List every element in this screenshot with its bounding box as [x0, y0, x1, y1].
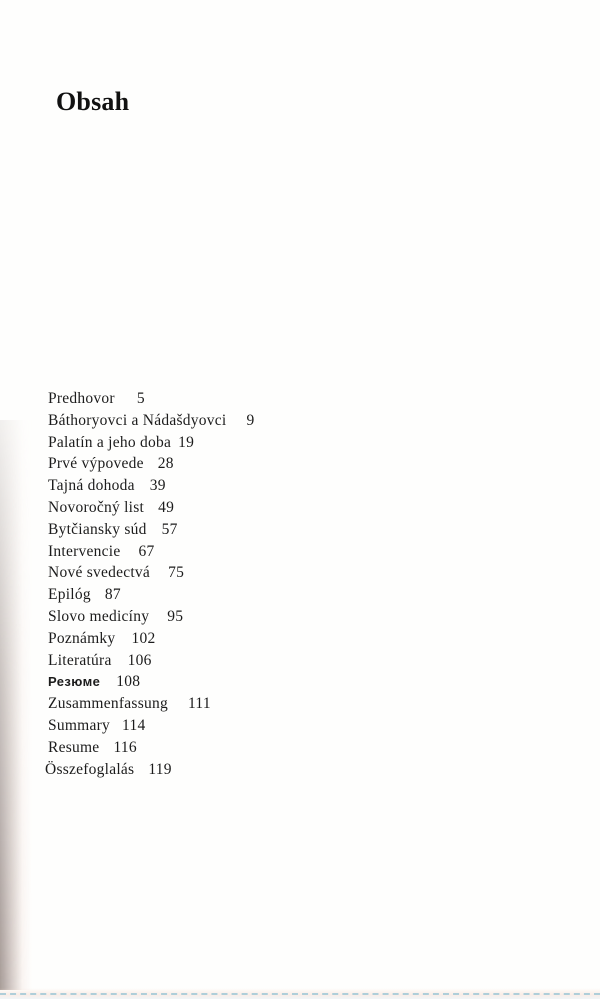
toc-entry-page: 111: [187, 695, 211, 713]
toc-entry: [48, 650, 254, 672]
toc-entry-page: 49: [158, 498, 175, 516]
toc-entry: [48, 628, 254, 650]
toc-entry: [48, 388, 254, 410]
toc-entry-label: Intervencie: [48, 542, 121, 560]
page-bottom-edge: [0, 993, 600, 995]
toc-entry: [48, 671, 254, 693]
toc-entry-page: 87: [104, 586, 121, 604]
toc-entry: [48, 475, 254, 497]
gutter-shadow: [0, 0, 34, 999]
toc-entry-page: 9: [246, 411, 255, 429]
toc-entry-label: Tajná dohoda: [48, 477, 135, 495]
toc-entry: [48, 410, 254, 432]
page-title: Obsah: [56, 87, 130, 116]
toc-entry-page: 114: [122, 716, 146, 734]
toc-entry-label: Összefoglalás: [45, 760, 135, 778]
toc-entry: [48, 453, 254, 475]
toc-entry-label: Summary: [48, 716, 111, 734]
toc-entry: [48, 497, 254, 519]
toc-entry-page: 28: [157, 455, 174, 473]
toc-entry: [48, 432, 254, 454]
toc-entry-label: Nové svedectvá: [48, 564, 151, 582]
toc-entry-label: Poznámky: [48, 629, 116, 647]
toc-entry-label: Prvé výpovede: [48, 455, 144, 473]
toc-entry-page: 102: [131, 629, 156, 647]
toc-entry-label: Bytčiansky súd: [48, 520, 147, 538]
toc-entry-page: 19: [178, 433, 195, 451]
toc-entry-label: Epilóg: [48, 586, 91, 604]
toc-entry: [45, 759, 254, 781]
toc-entry: [48, 737, 254, 759]
toc-entry-page: 5: [136, 390, 145, 407]
toc-entry: [48, 606, 254, 628]
toc-entry-page: 119: [148, 760, 172, 778]
toc-entry-page: 108: [116, 673, 141, 691]
toc-entry-page: 39: [149, 477, 166, 495]
toc-entry: [48, 541, 254, 563]
toc-entry-page: 116: [113, 738, 137, 756]
binding-shadow: [0, 420, 32, 990]
toc-entry-label: Slovo medicíny: [48, 607, 150, 625]
table-of-contents: [45, 388, 255, 780]
toc-entry-label: Predhovor: [48, 390, 115, 407]
toc-entry-page: 95: [167, 607, 184, 625]
toc-entry-label: Palatín a jeho doba: [48, 433, 172, 451]
toc-entry-page: 106: [127, 651, 152, 669]
toc-entry-label: Literatúra: [48, 651, 112, 669]
toc-entry: [48, 519, 254, 541]
toc-entry-label: Báthoryovci a Nádašdyovci: [48, 411, 227, 429]
toc-entry: [48, 693, 254, 715]
toc-entry-label: Zusammenfassung: [48, 695, 168, 713]
toc-entry: [48, 715, 254, 737]
toc-entry-label: Резюме: [48, 674, 101, 690]
toc-entry-page: 57: [161, 520, 178, 538]
toc-entry-page: 67: [138, 542, 155, 560]
toc-entry: [48, 584, 254, 606]
toc-entry-label: Novoročný list: [48, 498, 145, 516]
toc-entry: [48, 562, 254, 584]
toc-entry-page: 75: [168, 564, 185, 582]
toc-entry-label: Resume: [48, 738, 100, 756]
